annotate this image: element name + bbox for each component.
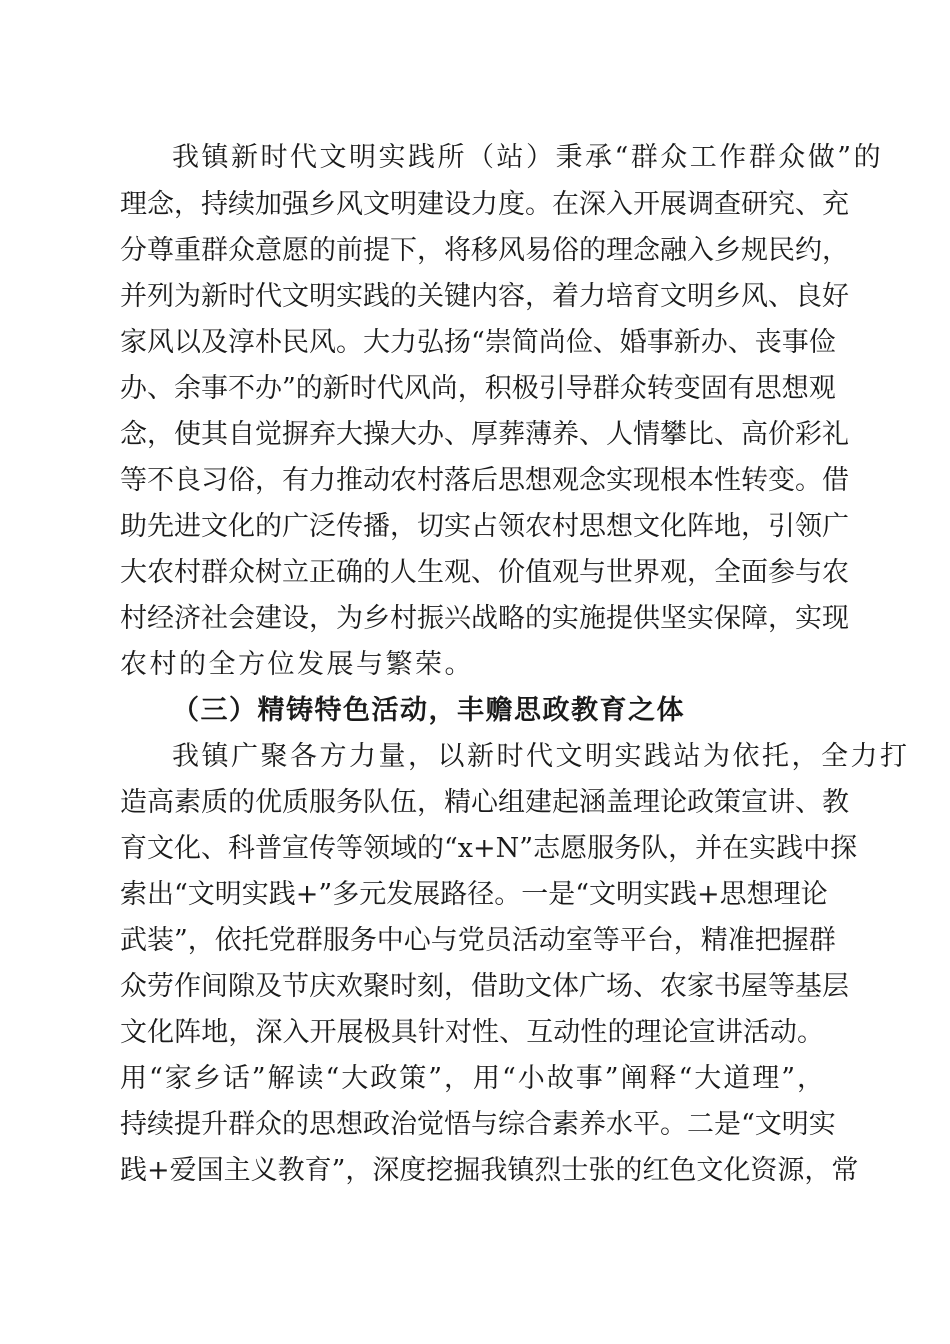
paragraph-2-line-9: 持续提升群众的思想政治觉悟与综合素养水平。二是“文明实: [120, 1109, 836, 1140]
section-heading: （三）精铸特色活动，丰赡思政教育之体: [172, 695, 685, 726]
paragraph-1-line-12: 农村的全方位发展与繁荣。: [120, 649, 474, 680]
paragraph-1-line-4: 并列为新时代文明实践的关键内容，着力培育文明乡风、良好: [120, 281, 849, 312]
paragraph-2-line-5: 武装”，依托党群服务中心与党员活动室等平台，精准把握群: [120, 925, 836, 956]
paragraph-1-line-11: 村经济社会建设，为乡村振兴战略的实施提供坚实保障，实现: [120, 603, 849, 634]
paragraph-2-line-8: 用“家乡话”解读“大政策”，用“小故事”阐释“大道理”，: [120, 1063, 824, 1094]
paragraph-2-line-1: 我镇广聚各方力量，以新时代文明实践站为依托，全力打: [172, 741, 910, 772]
paragraph-2-line-10: 践+爱国主义教育”，深度挖掘我镇烈士张的红色文化资源，常: [120, 1155, 859, 1186]
paragraph-1-line-8: 等不良习俗，有力推动农村落后思想观念实现根本性转变。借: [120, 465, 849, 496]
paragraph-2-line-3: 育文化、科普宣传等领域的“x+N”志愿服务队，并在实践中探: [120, 833, 858, 864]
paragraph-1-line-2: 理念，持续加强乡风文明建设力度。在深入开展调查研究、充: [120, 189, 849, 220]
paragraph-2-line-2: 造高素质的优质服务队伍，精心组建起涵盖理论政策宣讲、教: [120, 787, 849, 818]
paragraph-2-line-7: 文化阵地，深入开展极具针对性、互动性的理论宣讲活动。: [120, 1017, 824, 1048]
paragraph-1-line-3: 分尊重群众意愿的前提下，将移风易俗的理念融入乡规民约，: [120, 235, 849, 266]
paragraph-1-line-10: 大农村群众树立正确的人生观、价值观与世界观，全面参与农: [120, 557, 849, 588]
paragraph-1-line-5: 家风以及淳朴民风。大力弘扬“崇简尚俭、婚事新办、丧事俭: [120, 327, 836, 358]
paragraph-2-line-6: 众劳作间隙及节庆欢聚时刻，借助文体广场、农家书屋等基层: [120, 971, 849, 1002]
paragraph-2-line-4: 索出“文明实践+”多元发展路径。一是“文明实践+思想理论: [120, 879, 828, 910]
paragraph-1-line-7: 念，使其自觉摒弃大操大办、厚葬薄养、人情攀比、高价彩礼: [120, 419, 849, 450]
paragraph-1-line-1: 我镇新时代文明实践所（站）秉承“群众工作群众做”的: [172, 142, 884, 173]
paragraph-1-line-6: 办、余事不办”的新时代风尚，积极引导群众转变固有思想观: [120, 373, 836, 404]
paragraph-1-line-9: 助先进文化的广泛传播，切实占领农村思想文化阵地，引领广: [120, 511, 849, 542]
